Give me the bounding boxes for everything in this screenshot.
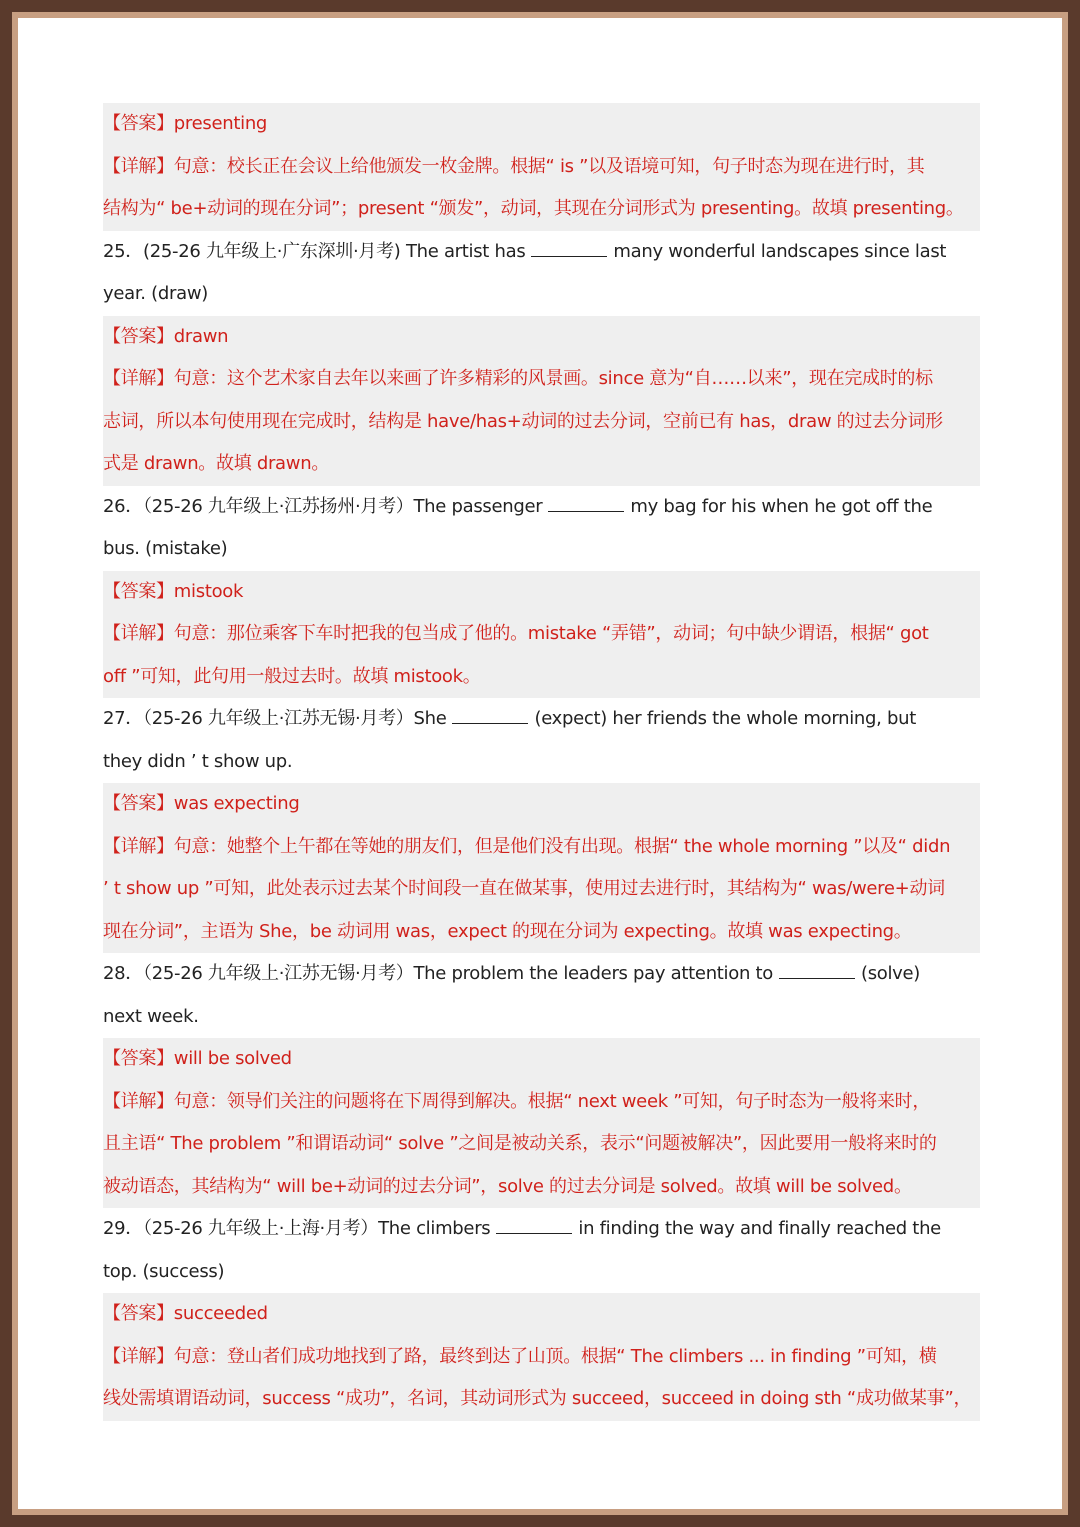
explanation-line: 现在分词”，主语为 She，be 动词用 was，expect 的现在分词为 expecting。故填 was expecting。 (103, 911, 980, 954)
question-26 (103, 486, 980, 529)
explanation-line: 结构为“ be+动词的现在分词”；present “颁发”，动词，其现在分词形式为 presenting。故填 presenting。 (103, 188, 980, 231)
explanation-line: 且主语“ The problem ”和谓语动词“ solve ”之间是被动关系，表示“问题被解决”，因此要用一般将来时的 (103, 1123, 980, 1166)
question-25 (103, 231, 980, 274)
answer-line: 【答案】mistook (103, 571, 980, 614)
answer-line: 【答案】will be solved (103, 1038, 980, 1081)
explanation-line: 【详解】句意：领导们关注的问题将在下周得到解决。根据“ next week ”可知，句子时态为一般将来时， (103, 1081, 980, 1124)
answer-line: 【答案】presenting (103, 103, 980, 146)
worksheet-content (103, 103, 980, 1421)
question-text-line: they didn ’ t show up. (103, 750, 293, 772)
question-text: 29．（25-26 九年级上·上海·月考）The climbers (103, 1218, 491, 1239)
answer-line: 【答案】was expecting (103, 783, 980, 826)
fill-blank (531, 255, 607, 257)
fill-blank (452, 722, 528, 724)
explanation-line: 式是 drawn。故填 drawn。 (103, 443, 980, 486)
question-text: many wonderful landscapes since last (613, 240, 947, 262)
fill-blank (548, 510, 624, 512)
question-text-line: year. (draw) (103, 283, 208, 304)
question-text-line: bus. (mistake) (103, 538, 228, 559)
question-27 (103, 698, 980, 741)
question-text: 26．（25-26 九年级上·江苏扬州·月考）The passenger (103, 495, 543, 517)
explanation-line: 【详解】句意：那位乘客下车时把我的包当成了他的。mistake “弄错”，动词；句中缺少谓语，根据“ got (103, 613, 980, 656)
question-text: 27．（25-26 九年级上·江苏无锡·月考）She (103, 708, 447, 729)
question-text: my bag for his when he got off the (630, 495, 933, 517)
question-text-line: next week. (103, 1005, 199, 1027)
explanation-line: 线处需填谓语动词，success “成功”，名词，其动词形式为 succeed，succeed in doing sth “成功做某事”， (103, 1378, 980, 1421)
answer-line: 【答案】drawn (103, 316, 980, 359)
explanation-line: 【详解】句意：这个艺术家自去年以来画了许多精彩的风景画。since 意为“自……以来”，现在完成时的标 (103, 358, 980, 401)
question-29 (103, 1208, 980, 1251)
explanation-line: 被动语态，其结构为“ will be+动词的过去分词”，solve 的过去分词是 solved。故填 will be solved。 (103, 1166, 980, 1209)
fill-blank (779, 977, 855, 979)
question-28 (103, 953, 980, 996)
explanation-line: 【详解】句意：她整个上午都在等她的朋友们，但是他们没有出现。根据“ the whole morning ”以及“ didn (103, 826, 980, 869)
question-text: (solve) (860, 963, 921, 984)
explanation-line: ’ t show up ”可知，此处表示过去某个时间段一直在做某事，使用过去进行时，其结构为“ was/were+动词 (103, 868, 980, 911)
question-text: 28．（25-26 九年级上·江苏无锡·月考）The problem the leaders pay attention to (103, 963, 773, 984)
explanation-line: 志词，所以本句使用现在完成时，结构是 have/has+动词的过去分词，空前已有 has，draw 的过去分词形 (103, 401, 980, 444)
explanation-line: 【详解】句意：登山者们成功地找到了路，最终到达了山顶。根据“ The climbers ... in finding ”可知，横 (103, 1336, 980, 1379)
question-text: in finding the way and finally reached the (578, 1218, 941, 1239)
question-text: 25．(25-26 九年级上·广东深圳·月考) The artist has (103, 240, 526, 262)
explanation-line: off ”可知，此句用一般过去时。故填 mistook。 (103, 656, 980, 699)
answer-line: 【答案】succeeded (103, 1293, 980, 1336)
question-text-line: top. (success) (103, 1260, 225, 1282)
explanation-line: 【详解】句意：校长正在会议上给他颁发一枚金牌。根据“ is ”以及语境可知，句子时态为现在进行时，其 (103, 146, 980, 189)
question-text: (expect) her friends the whole morning, but (534, 708, 916, 729)
fill-blank (496, 1232, 572, 1234)
